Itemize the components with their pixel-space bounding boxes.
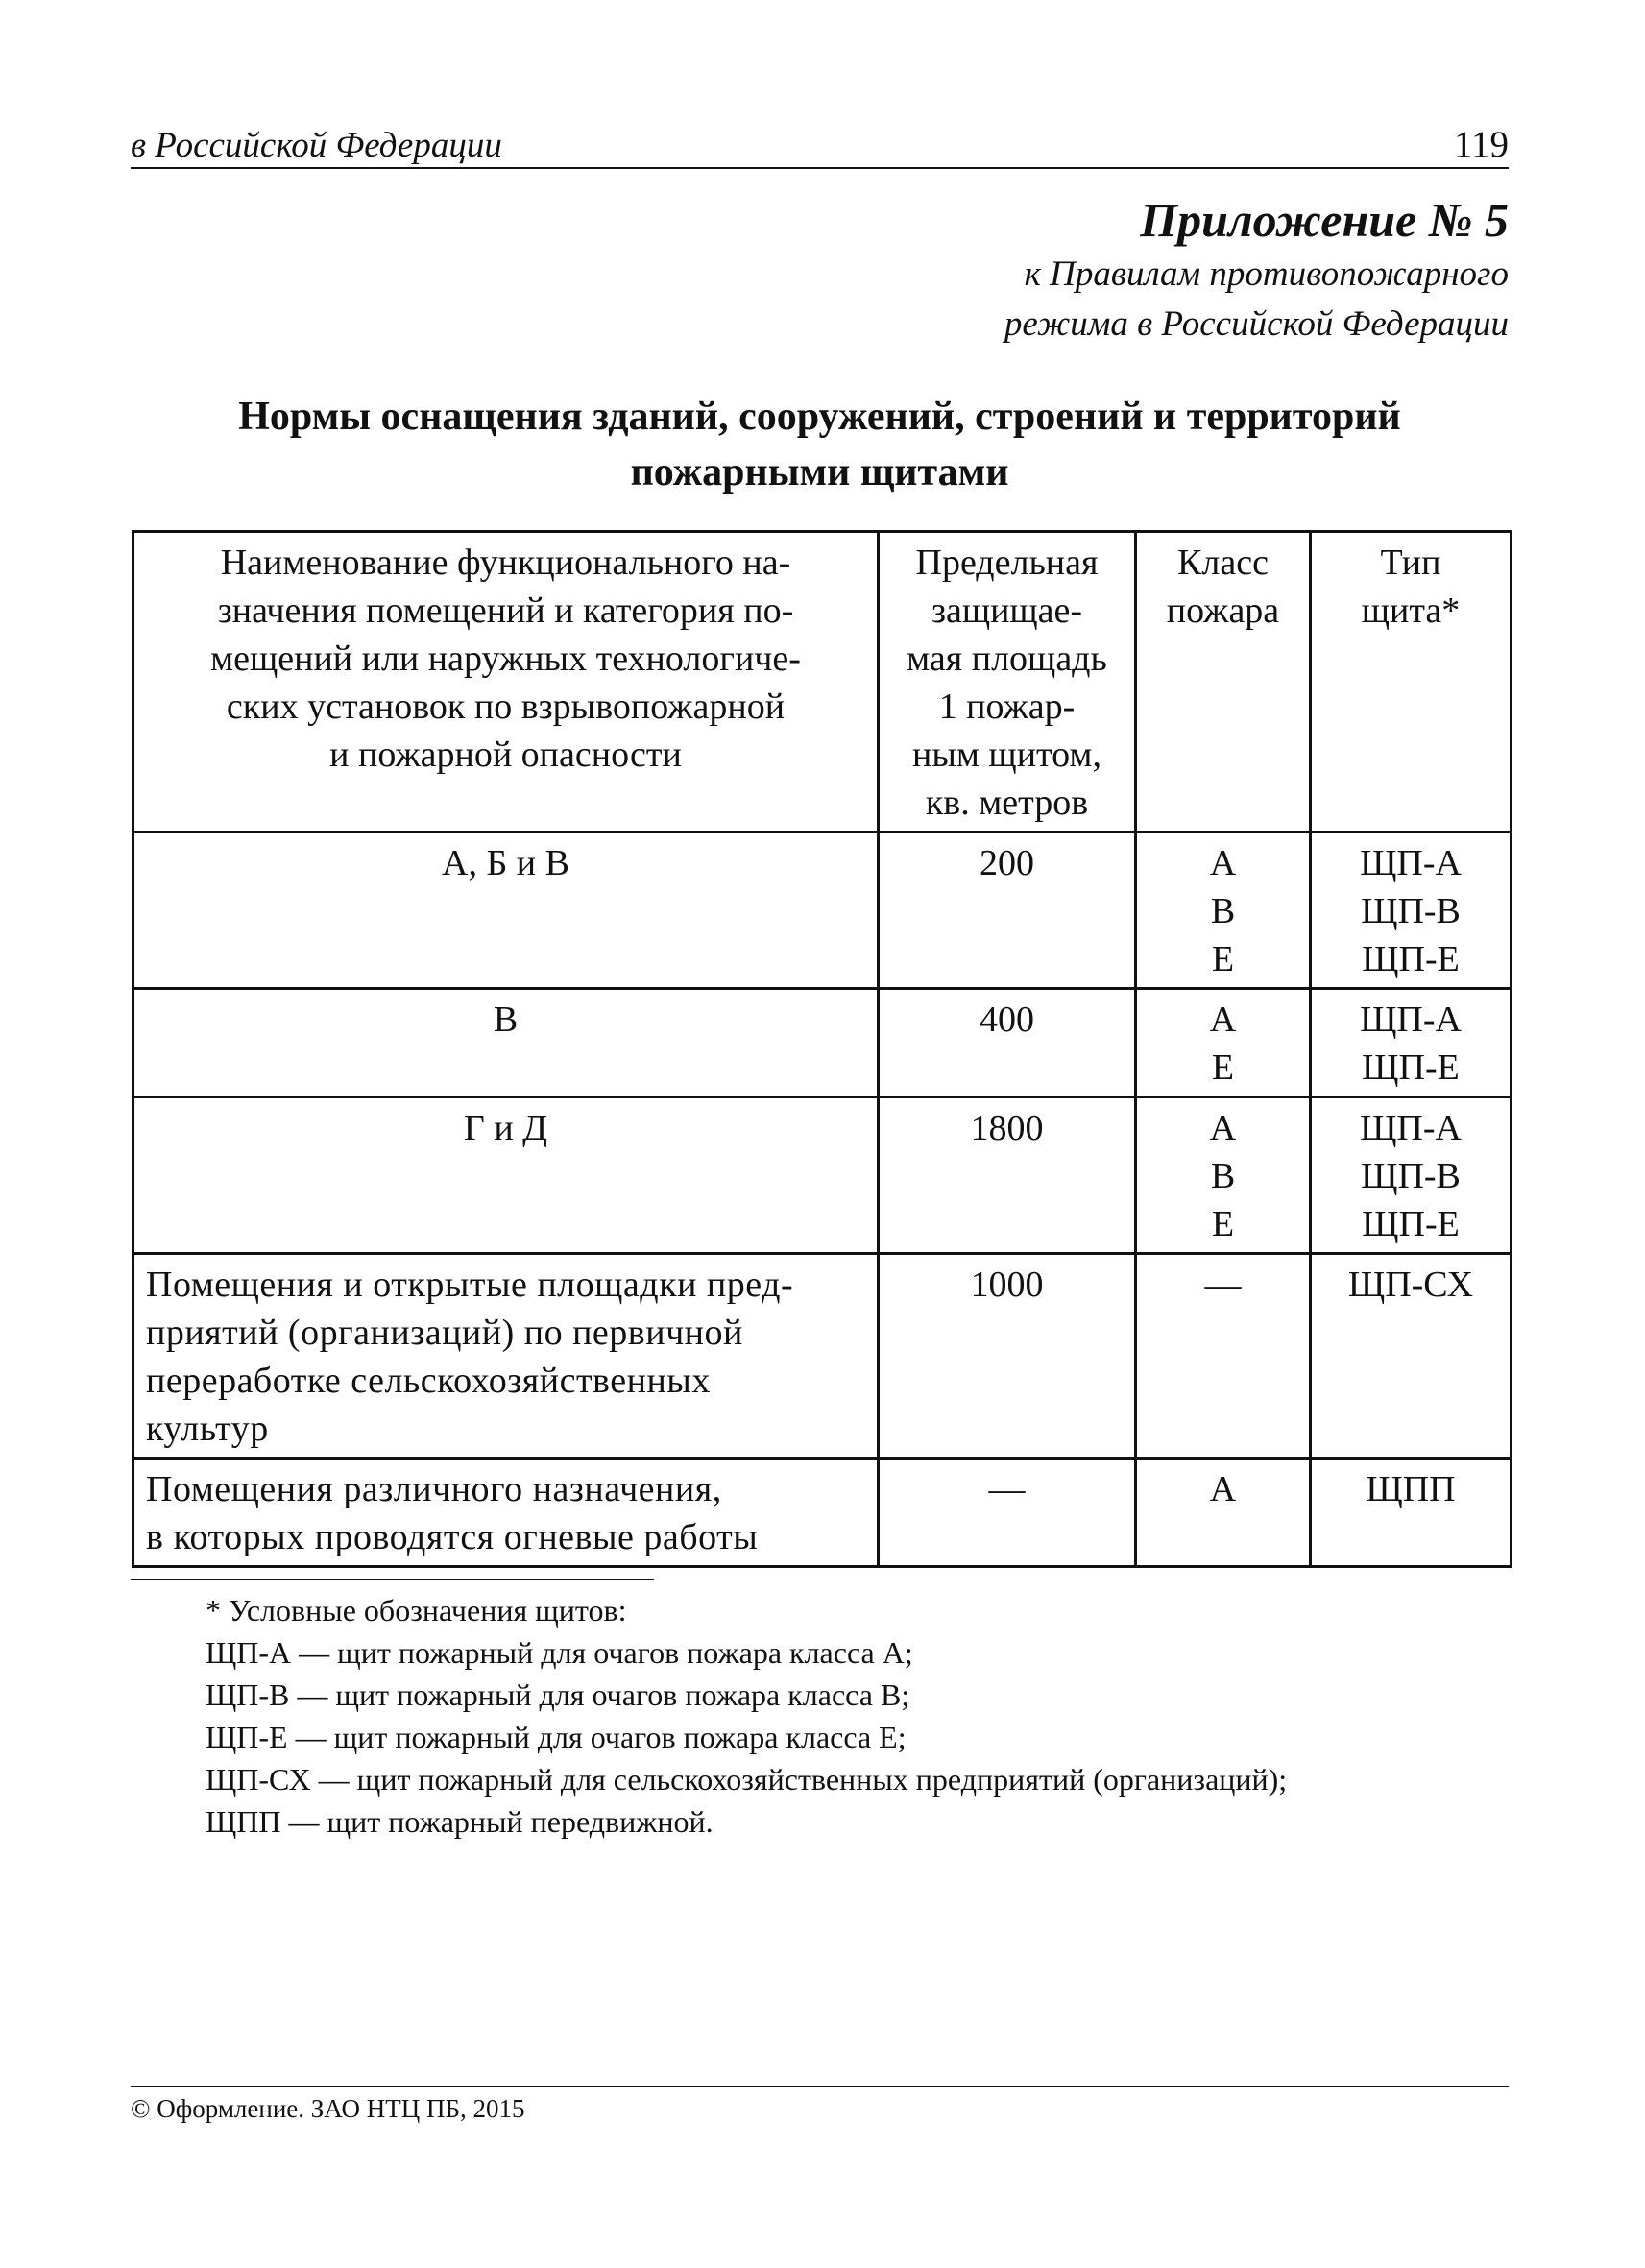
header-name-line: и пожарной опасности xyxy=(329,735,682,775)
cell-area: 1000 xyxy=(879,1254,1136,1459)
document-title-line-1: Нормы оснащения зданий, сооружений, строений и территорий xyxy=(238,395,1401,439)
footnote-line: ЩП-А — щит пожарный для очагов пожара класса А; xyxy=(206,1635,913,1670)
cell-class-line: А xyxy=(1209,1000,1237,1040)
footnote-line: * Условные обозначения щитов: xyxy=(206,1593,627,1628)
header-area-line: Предельная xyxy=(915,543,1099,583)
cell-class-line: А xyxy=(1209,843,1237,883)
cell-name xyxy=(133,1254,879,1459)
header-name-line: значения помещений и категория по- xyxy=(217,591,794,631)
table-row xyxy=(133,1254,1512,1459)
cell-type xyxy=(1311,832,1512,989)
table-header-row xyxy=(133,532,1512,832)
table-row xyxy=(133,1098,1512,1254)
header-area-line: 1 пожар- xyxy=(938,687,1076,727)
norms-table xyxy=(132,530,1512,1568)
header-cell-type xyxy=(1311,532,1512,832)
appendix-heading xyxy=(1004,190,1509,350)
header-class-line: Класс xyxy=(1177,543,1269,583)
cell-type-line: ЩПП xyxy=(1366,1469,1456,1509)
cell-type-line: ЩП-Е xyxy=(1362,939,1460,979)
footnote-line: ЩП-Е — щит пожарный для очагов пожара класса Е; xyxy=(206,1720,907,1754)
header-area-line: защищае- xyxy=(931,591,1083,631)
appendix-subtitle-line-1: к Правилам противопожарного xyxy=(1024,254,1509,294)
cell-name-line: Помещения и открытые площадки пред- xyxy=(146,1265,794,1305)
header-area-line: мая площадь xyxy=(907,639,1107,679)
document-title xyxy=(131,389,1509,500)
cell-type-line: ЩП-А xyxy=(1360,1000,1462,1040)
cell-name-line: переработке сельскохозяйственных xyxy=(146,1361,711,1401)
table-row xyxy=(133,832,1512,989)
cell-class-line: В xyxy=(1210,891,1236,931)
cell-area: 1800 xyxy=(879,1098,1136,1254)
cell-class xyxy=(1136,989,1311,1098)
cell-class-line: — xyxy=(1204,1265,1242,1305)
cell-class xyxy=(1136,1459,1311,1567)
cell-class-line: Е xyxy=(1211,1048,1235,1088)
cell-name-line: А, Б и В xyxy=(442,843,569,883)
cell-name-line: культур xyxy=(146,1409,269,1449)
footnote-line: ЩП-СХ — щит пожарный для сельскохозяйственных предприятий (организаций); xyxy=(206,1762,1288,1797)
header-name-line: ских установок по взрывопожарной xyxy=(226,687,786,727)
cell-type xyxy=(1311,1459,1512,1567)
header-cell-area xyxy=(879,532,1136,832)
cell-class xyxy=(1136,832,1311,989)
cell-type xyxy=(1311,989,1512,1098)
cell-name-line: В xyxy=(493,1000,519,1040)
cell-type-line: ЩП-Е xyxy=(1362,1048,1460,1088)
cell-class-line: А xyxy=(1209,1108,1237,1148)
cell-area: 200 xyxy=(879,832,1136,989)
header-cell-class xyxy=(1136,532,1311,832)
cell-class-line: Е xyxy=(1211,939,1235,979)
appendix-subtitle-line-2: режима в Российской Федерации xyxy=(1004,304,1509,344)
copyright-notice: © Оформление. ЗАО НТЦ ПБ, 2015 xyxy=(131,2094,525,2123)
cell-type-line: ЩП-А xyxy=(1360,843,1462,883)
cell-name-line: приятий (организаций) по первичной xyxy=(146,1313,743,1353)
cell-type xyxy=(1311,1098,1512,1254)
table-row xyxy=(133,1459,1512,1567)
cell-name xyxy=(133,989,879,1098)
header-area-line: кв. метров xyxy=(925,783,1089,823)
page-number: 119 xyxy=(1453,124,1509,165)
cell-class xyxy=(1136,1254,1311,1459)
footnote-line: ЩП-В — щит пожарный для очагов пожара класса В; xyxy=(206,1677,910,1712)
cell-type-line: ЩП-СХ xyxy=(1347,1265,1474,1305)
cell-name xyxy=(133,832,879,989)
cell-type-line: ЩП-Е xyxy=(1362,1204,1460,1244)
cell-area: 400 xyxy=(879,989,1136,1098)
table-row xyxy=(133,989,1512,1098)
header-area-line: ным щитом, xyxy=(912,735,1101,775)
running-header-title: в Российской Федерации xyxy=(131,126,502,165)
running-header xyxy=(131,119,1509,169)
footnote-line: ЩПП — щит пожарный передвижной. xyxy=(206,1804,714,1839)
cell-name-line: Помещения различного назначения, xyxy=(146,1469,722,1509)
header-type-line: щита* xyxy=(1361,591,1461,631)
cell-class xyxy=(1136,1098,1311,1254)
cell-name xyxy=(133,1098,879,1254)
cell-type xyxy=(1311,1254,1512,1459)
header-name-line: Наименование функционального на- xyxy=(220,543,791,583)
document-title-line-2: пожарными щитами xyxy=(630,450,1009,495)
cell-type-line: ЩП-В xyxy=(1361,1156,1461,1196)
footnotes xyxy=(206,1589,1287,1843)
header-name-line: мещений или наружных технологиче- xyxy=(210,639,801,679)
cell-name-line: Г и Д xyxy=(463,1108,548,1148)
bottom-divider xyxy=(131,2086,1509,2087)
cell-name xyxy=(133,1459,879,1567)
cell-class-line: Е xyxy=(1211,1204,1235,1244)
header-type-line: Тип xyxy=(1380,543,1441,583)
header-cell-name xyxy=(133,532,879,832)
cell-area: — xyxy=(879,1459,1136,1567)
header-class-line: пожара xyxy=(1166,591,1280,631)
appendix-number: Приложение № 5 xyxy=(1140,193,1509,247)
cell-class-line: А xyxy=(1209,1469,1237,1509)
footnote-divider xyxy=(131,1579,654,1580)
cell-type-line: ЩП-В xyxy=(1361,891,1461,931)
cell-type-line: ЩП-А xyxy=(1360,1108,1462,1148)
cell-class-line: В xyxy=(1210,1156,1236,1196)
cell-name-line: в которых проводятся огневые работы xyxy=(146,1517,759,1557)
